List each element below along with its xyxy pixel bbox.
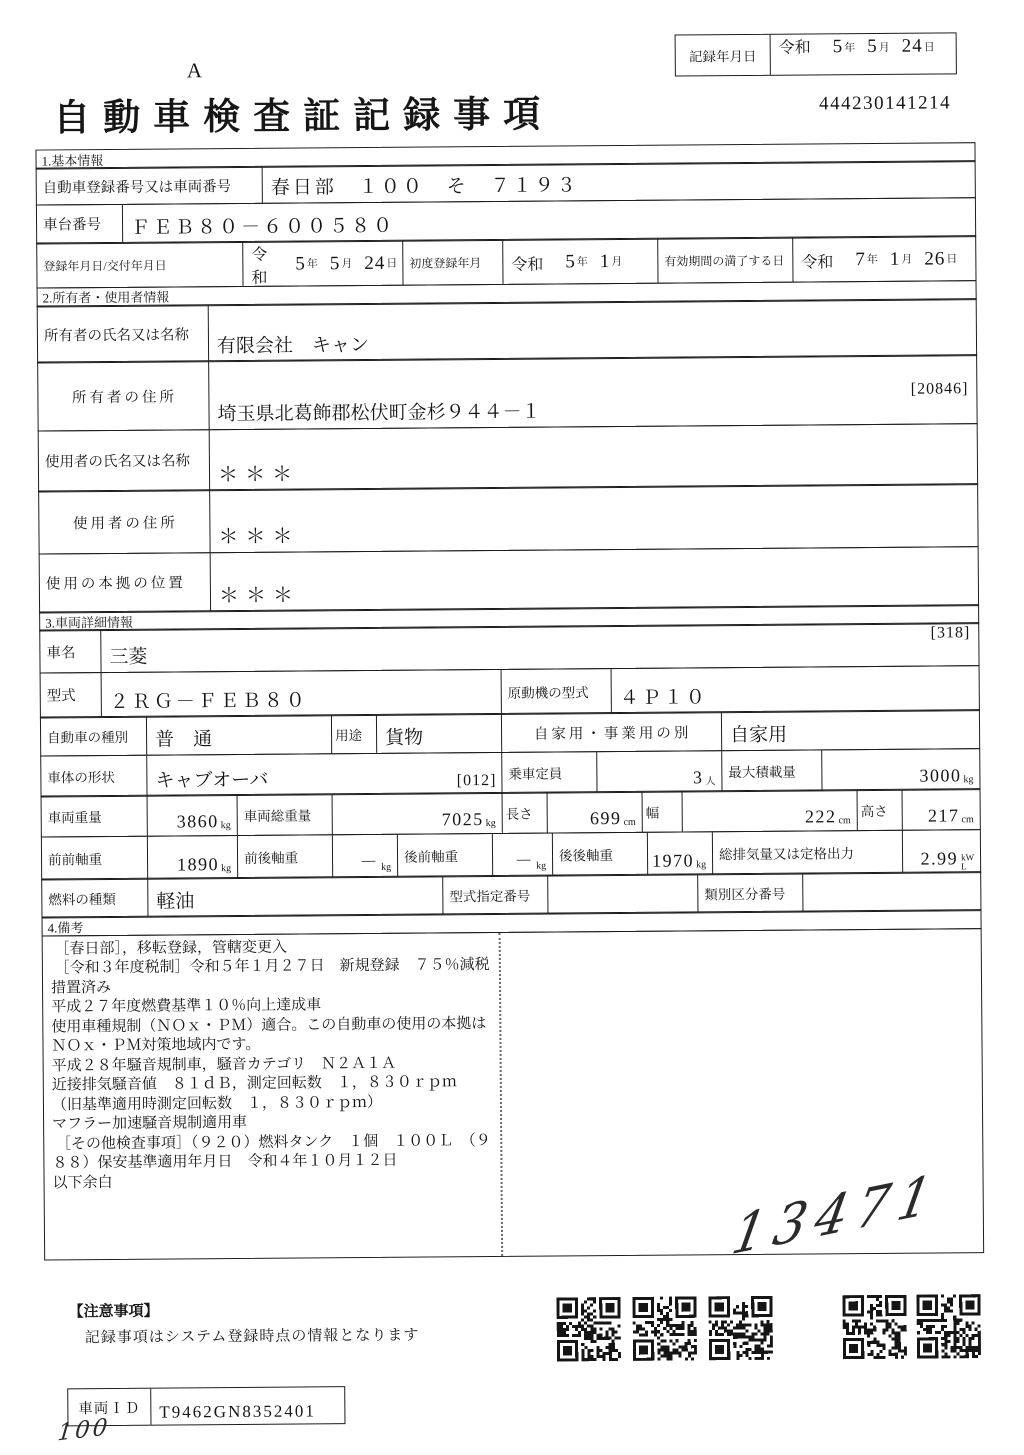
expiry-date-value <box>792 236 975 281</box>
length-unit: cm <box>623 816 636 829</box>
owner-address-value <box>208 356 977 430</box>
base-location-label: 使用の本拠の位置 <box>45 575 186 593</box>
height-label: 高さ <box>857 790 902 830</box>
section4-heading: 4.備考 <box>41 909 981 936</box>
owner-address-text: 埼玉県北葛飾郡松伏町金杉９４４－１ <box>217 402 541 426</box>
vehicle-id-value: T9462GN8352401 <box>159 1401 316 1422</box>
vehicle-weight-value <box>147 795 237 836</box>
capacity-value <box>596 751 721 792</box>
remark-line: マフラー加速騒音規制適用車 <box>52 1115 248 1133</box>
body-shape-value <box>146 753 501 796</box>
private-business-label: 自家用・事業用の別 <box>501 712 721 752</box>
type-designation-value <box>547 874 697 913</box>
table-row-owner-name <box>37 298 977 363</box>
reg-number-value: 春日部 １００ そ ７１９３ <box>262 162 975 204</box>
date-segment: 5 <box>565 251 576 273</box>
model-label: 型式 <box>46 688 76 705</box>
remark-line: 平成２７年度燃費基準１０％向上達成車 <box>51 997 322 1016</box>
chassis-number-label: 車台番号 <box>42 217 102 234</box>
engine-model-label: 原動機の型式 <box>501 669 611 714</box>
vehicle-kind-value: 普 通 <box>146 716 331 755</box>
date-segment: 日 <box>946 253 958 266</box>
registration-date-label: 登録年月日/交付年月日 <box>43 258 167 274</box>
vehicle-weight-label: 車両重量 <box>47 810 102 826</box>
type-designation-label: 型式指定番号 <box>442 875 547 914</box>
record-date-box <box>675 32 957 76</box>
category-number-value <box>802 872 980 911</box>
length-label: 長さ <box>502 793 547 833</box>
axle-front-rear-number: － <box>359 851 380 872</box>
width-label: 幅 <box>642 792 682 832</box>
capacity-label: 乗車定員 <box>501 752 596 793</box>
gross-weight-unit: kg <box>485 818 496 830</box>
section3-heading: 3.車両詳細情報 <box>39 604 979 631</box>
remarks-box <box>42 928 985 1268</box>
page-letter: A <box>186 58 203 83</box>
displacement-unit <box>961 853 974 871</box>
axle-front-rear-unit: kg <box>381 861 392 873</box>
qr-code <box>916 1294 981 1359</box>
owner-address-label: 所有者の住所 <box>71 389 177 407</box>
remark-line: ［令和３年度税制］令和５年１月２７日 新規登録 ７５％減税措置済み <box>50 957 490 997</box>
date-segment: 令和 <box>778 39 811 57</box>
date-segment: 年 <box>306 258 318 271</box>
date-segment: 5 <box>867 35 878 58</box>
notice-text: 記録事項はシステム登録時点の情報となります <box>84 1327 420 1347</box>
user-address-value: ＊＊＊ <box>209 484 977 552</box>
length-number: 699 <box>589 808 622 829</box>
vehicle-weight-unit: kg <box>220 820 231 832</box>
base-location-value: ＊＊＊ <box>210 547 978 611</box>
record-date-label: 記録年月日 <box>676 35 771 76</box>
displacement-number: 2.99 <box>920 847 959 869</box>
date-segment: 令和 <box>801 254 834 272</box>
date-segment: 24 <box>901 35 923 57</box>
chassis-number-value: ＦＥＢ８０－６００５８０ <box>122 198 975 243</box>
axle-front-rear-label: 前後軸重 <box>237 835 332 878</box>
owner-name-value: 有限会社 キャン <box>208 299 976 361</box>
qr-code <box>708 1296 773 1361</box>
axle-rear-rear-number: 1970 <box>651 849 695 871</box>
fuel-type-value: 軽油 <box>147 876 442 916</box>
notice-heading: 【注意事項】 <box>68 1303 159 1321</box>
displacement-unit-top: kW <box>961 851 975 862</box>
section2-heading: 2.所有者・使用者情報 <box>37 280 977 307</box>
use-label: 用途 <box>331 715 376 753</box>
date-segment: 5 <box>832 36 844 58</box>
date-segment: 月 <box>901 253 913 266</box>
date-segment: 24 <box>364 253 386 275</box>
remark-line: 以下余白 <box>52 1174 113 1192</box>
date-segment: 年 <box>844 42 856 55</box>
remark-line: 平成２８年騒音規制車，騒音カテゴリ Ｎ２Ａ１Ａ <box>51 1055 397 1075</box>
axle-front-rear-value <box>332 834 397 877</box>
displacement-label: 総排気量又は定格出力 <box>712 830 902 873</box>
date-segment: 1 <box>599 251 611 273</box>
axle-rear-front-label: 後前軸重 <box>397 834 492 877</box>
gross-weight-number: 7025 <box>441 809 484 830</box>
remark-line: ［春日部］，移転登録，管轄変更入 <box>50 939 288 958</box>
first-registration-label: 初度登録年月 <box>402 240 502 285</box>
vehicle-kind-label: 自動車の種別 <box>47 730 129 746</box>
max-load-number: 3000 <box>919 764 962 786</box>
qr-code <box>632 1296 697 1361</box>
date-segment: 令和 <box>251 246 268 288</box>
width-value <box>682 790 857 831</box>
date-segment: 年 <box>866 254 878 267</box>
model-value: ２ＲＧ－ＦＥＢ８０ <box>101 670 501 717</box>
remark-line: （旧基準適用時測定回転数 １，８３０ｒｐｍ） <box>51 1094 383 1114</box>
engine-model-value: ４Ｐ１０ <box>611 666 979 713</box>
user-address-label: 使用者の住所 <box>72 515 178 533</box>
registration-date-value <box>242 241 402 286</box>
section1-heading: 1.基本情報 <box>35 142 975 169</box>
date-segment: 5 <box>295 253 306 275</box>
date-segment: 7 <box>855 249 866 271</box>
remark-line: ［その他検査事項］（９２０）燃料タンク １個 １００Ｌ （９８８）保安基準適用年月日 令和４年１０月１２日 <box>52 1132 491 1172</box>
date-segment: 令和 <box>511 256 544 274</box>
document-number: 444230141214 <box>819 92 952 115</box>
vehicle-weight-number: 3860 <box>176 811 219 832</box>
remarks-blank-column <box>501 929 984 1268</box>
axle-rear-front-unit: kg <box>536 860 547 872</box>
private-business-value: 自家用 <box>721 710 979 750</box>
owner-name-label: 所有者の氏名又は名称 <box>43 326 189 345</box>
displacement-value <box>902 830 980 873</box>
table-row-user-name <box>38 423 978 492</box>
handwritten-number: 13471 <box>726 1162 945 1268</box>
vehicle-id-label: 車両ＩＤ <box>68 1389 151 1426</box>
axle-rear-front-number: － <box>514 850 535 871</box>
capacity-unit: 人 <box>705 775 716 788</box>
height-value <box>902 789 980 830</box>
width-number: 222 <box>804 806 837 827</box>
record-date-value <box>771 33 956 74</box>
car-name-code: [318] <box>930 624 971 643</box>
date-segment: 26 <box>924 248 946 270</box>
body-shape-label: 車体の形状 <box>47 769 115 786</box>
table-row-owner-address <box>37 355 978 432</box>
qr-code <box>556 1297 621 1362</box>
car-name-text: 三菱 <box>109 647 148 669</box>
date-segment: 年 <box>576 256 588 269</box>
length-value <box>547 792 642 833</box>
date-segment: 1 <box>889 248 901 271</box>
max-load-value <box>821 749 979 790</box>
car-name-value <box>100 624 978 673</box>
body-shape-text: キャブオーバ <box>155 769 269 792</box>
date-segment: 月 <box>611 256 623 269</box>
car-name-label: 車名 <box>46 645 76 662</box>
date-segment: 5 <box>329 253 341 275</box>
user-name-value: ＊＊＊ <box>209 424 977 490</box>
date-segment: 日 <box>386 257 398 271</box>
date-segment: 月 <box>878 41 890 54</box>
capacity-number: 3 <box>692 767 704 788</box>
axle-rear-front-value <box>492 833 552 875</box>
date-segment: 日 <box>923 41 935 54</box>
certificate-form <box>35 142 984 1268</box>
gross-weight-value <box>332 793 502 834</box>
owner-address-code: [20846] <box>910 380 969 399</box>
remarks-text-column <box>43 933 504 1260</box>
table-row-model <box>40 665 980 718</box>
axle-front-front-label: 前前軸重 <box>47 851 103 867</box>
axle-rear-rear-value <box>647 832 712 875</box>
remark-line: 使用車種規制（ＮＯｘ・ＰＭ）適合。この自動車の使用の本拠はＮＯｘ・ＰＭ対策地域内です。 <box>51 1015 487 1055</box>
first-registration-value <box>502 239 657 284</box>
reg-number-label: 自動車登録番号又は車両番号 <box>42 178 232 197</box>
page-title: 自動車検査証記録事項 <box>53 94 554 140</box>
max-load-unit: kg <box>963 773 974 785</box>
gross-weight-label: 車両総重量 <box>237 794 332 835</box>
expiry-date-label: 有効期間の満了する日 <box>657 238 792 283</box>
displacement-unit-bottom: L <box>961 860 967 871</box>
body-shape-code: [012] <box>456 771 497 789</box>
height-number: 217 <box>927 805 960 826</box>
axle-front-front-value <box>147 836 237 879</box>
use-value: 貨物 <box>376 714 501 753</box>
table-row-base-location <box>39 546 979 613</box>
handwritten-page-number: 100 <box>56 1414 112 1447</box>
qr-code <box>842 1295 907 1360</box>
table-row-weights-dimensions <box>41 788 981 837</box>
table-row-user-address <box>38 483 978 554</box>
axle-front-front-unit: kg <box>221 862 232 874</box>
fuel-type-label: 燃料の種類 <box>48 891 116 908</box>
user-name-label: 使用者の氏名又は名称 <box>44 453 190 471</box>
max-load-label: 最大積載量 <box>721 750 821 791</box>
axle-rear-rear-label: 後後軸重 <box>552 832 647 875</box>
category-number-label: 類別区分番号 <box>697 873 802 912</box>
table-row-dates <box>36 235 976 288</box>
remark-line: 近接排気騒音値 ８１ｄＢ，測定回転数 １，８３０ｒｐｍ <box>51 1074 457 1094</box>
height-unit: cm <box>961 814 974 826</box>
date-segment: 月 <box>341 258 353 271</box>
width-unit: cm <box>838 815 851 827</box>
axle-rear-rear-unit: kg <box>696 858 707 870</box>
axle-front-front-number: 1890 <box>176 853 220 874</box>
